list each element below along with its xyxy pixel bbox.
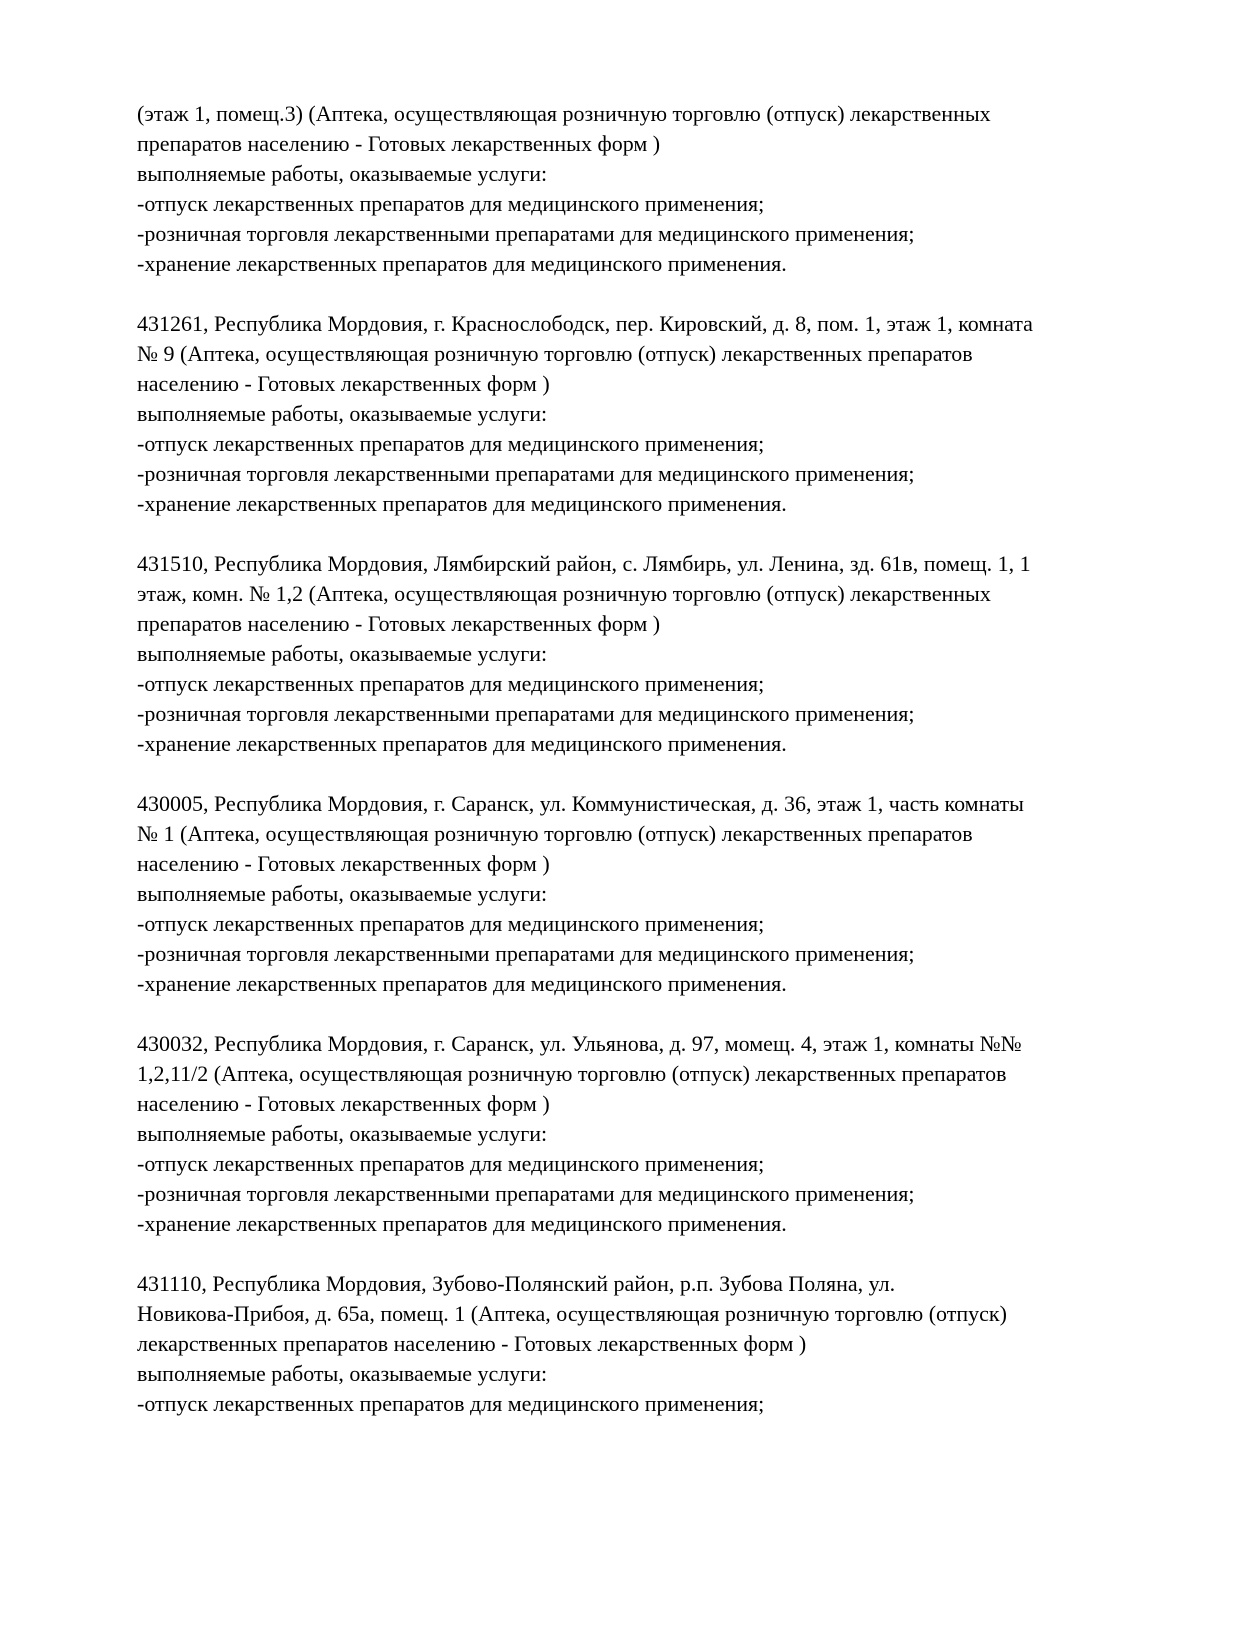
text-line: -отпуск лекарственных препаратов для медицинского применения; <box>137 1391 765 1416</box>
text-line: -хранение лекарственных препаратов для медицинского применения. <box>137 971 787 996</box>
text-line: выполняемые работы, оказываемые услуги: <box>137 1361 548 1386</box>
text-line: населению - Готовых лекарственных форм ) <box>137 371 550 396</box>
text-line: выполняемые работы, оказываемые услуги: <box>137 401 548 426</box>
text-line: -розничная торговля лекарственными препаратами для медицинского применения; <box>137 701 915 726</box>
text-line: -отпуск лекарственных препаратов для медицинского применения; <box>137 911 765 936</box>
text-line: -хранение лекарственных препаратов для медицинского применения. <box>137 731 787 756</box>
text-line: лекарственных препаратов населению - Готовых лекарственных форм ) <box>137 1331 807 1356</box>
text-line: -отпуск лекарственных препаратов для медицинского применения; <box>137 431 765 456</box>
text-line: -хранение лекарственных препаратов для медицинского применения. <box>137 251 787 276</box>
address-block <box>137 1269 1150 1419</box>
address-block <box>137 99 1150 279</box>
text-line: населению - Готовых лекарственных форм ) <box>137 851 550 876</box>
text-line: 1,2,11/2 (Аптека, осуществляющая розничную торговлю (отпуск) лекарственных препаратов <box>137 1061 1007 1086</box>
text-line: выполняемые работы, оказываемые услуги: <box>137 1121 548 1146</box>
text-line: 431261, Республика Мордовия, г. Краснослободск, пер. Кировский, д. 8, пом. 1, этаж 1, комната <box>137 311 1033 336</box>
address-block <box>137 789 1150 999</box>
text-line: -отпуск лекарственных препаратов для медицинского применения; <box>137 671 765 696</box>
text-line: -розничная торговля лекарственными препаратами для медицинского применения; <box>137 941 915 966</box>
text-line: выполняемые работы, оказываемые услуги: <box>137 641 548 666</box>
text-line: 431510, Республика Мордовия, Лямбирский район, с. Лямбирь, ул. Ленина, зд. 61в, помещ. 1, 1 <box>137 551 1031 576</box>
text-line: выполняемые работы, оказываемые услуги: <box>137 161 548 186</box>
text-line: (этаж 1, помещ.3) (Аптека, осуществляющая розничную торговлю (отпуск) лекарственных <box>137 101 991 126</box>
text-line: -розничная торговля лекарственными препаратами для медицинского применения; <box>137 221 915 246</box>
address-block <box>137 549 1150 759</box>
text-line: Новикова-Прибоя, д. 65а, помещ. 1 (Аптека, осуществляющая розничную торговлю (отпуск) <box>137 1301 1007 1326</box>
text-line: -отпуск лекарственных препаратов для медицинского применения; <box>137 191 765 216</box>
license-address-list <box>137 99 1150 1419</box>
text-line: 430032, Республика Мордовия, г. Саранск, ул. Ульянова, д. 97, момещ. 4, этаж 1, комнаты №№ <box>137 1031 1022 1056</box>
text-line: -хранение лекарственных препаратов для медицинского применения. <box>137 1211 787 1236</box>
text-line: препаратов населению - Готовых лекарственных форм ) <box>137 131 661 156</box>
text-line: 431110, Республика Мордовия, Зубово-Полянский район, р.п. Зубова Поляна, ул. <box>137 1271 896 1296</box>
text-line: № 1 (Аптека, осуществляющая розничную торговлю (отпуск) лекарственных препаратов <box>137 821 973 846</box>
address-block <box>137 1029 1150 1239</box>
text-line: -хранение лекарственных препаратов для медицинского применения. <box>137 491 787 516</box>
text-line: препаратов населению - Готовых лекарственных форм ) <box>137 611 661 636</box>
text-line: -розничная торговля лекарственными препаратами для медицинского применения; <box>137 461 915 486</box>
text-line: населению - Готовых лекарственных форм ) <box>137 1091 550 1116</box>
text-line: 430005, Республика Мордовия, г. Саранск, ул. Коммунистическая, д. 36, этаж 1, часть комнаты <box>137 791 1024 816</box>
address-block <box>137 309 1150 519</box>
text-line: -отпуск лекарственных препаратов для медицинского применения; <box>137 1151 765 1176</box>
text-line: -розничная торговля лекарственными препаратами для медицинского применения; <box>137 1181 915 1206</box>
text-line: № 9 (Аптека, осуществляющая розничную торговлю (отпуск) лекарственных препаратов <box>137 341 973 366</box>
text-line: выполняемые работы, оказываемые услуги: <box>137 881 548 906</box>
text-line: этаж, комн. № 1,2 (Аптека, осуществляющая розничную торговлю (отпуск) лекарственных <box>137 581 991 606</box>
